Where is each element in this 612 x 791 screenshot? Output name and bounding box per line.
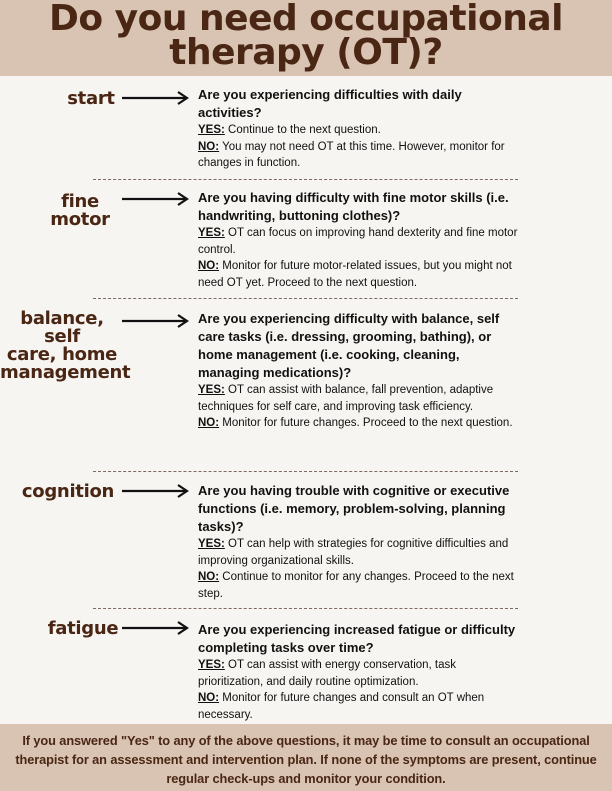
divider <box>93 471 518 472</box>
step-label-line: fine <box>61 191 99 212</box>
yes-text: OT can focus on improving hand dexterity and fine motor control. <box>198 227 518 256</box>
no-answer <box>198 690 518 723</box>
step-label-line: cognition <box>21 481 115 502</box>
title-line-1: Do you need occupational <box>49 0 563 39</box>
no-text: Continue to monitor for any changes. Proceed to the next step. <box>198 571 514 600</box>
yes-text: OT can assist with balance, fall prevention, adaptive techniques for self care, and improving task efficiency. <box>198 384 494 413</box>
step-question: Are you experiencing increased fatigue or difficulty completing tasks over time? <box>198 622 516 655</box>
arrow-right-icon <box>120 314 192 328</box>
divider <box>93 298 518 299</box>
page-title <box>0 0 612 73</box>
arrow-right-icon <box>120 192 192 206</box>
step-content <box>198 189 518 291</box>
step-label-cognition <box>20 483 116 501</box>
step-content <box>198 621 518 723</box>
no-answer <box>198 569 518 602</box>
no-tag: NO: <box>198 140 220 153</box>
no-answer <box>198 139 518 172</box>
yes-answer <box>198 657 518 690</box>
step-content <box>198 86 518 172</box>
yes-tag: YES: <box>198 384 225 396</box>
step-label-fine-motor <box>40 193 120 229</box>
no-text: You may not need OT at this time. However, monitor for changes in function. <box>198 140 505 169</box>
yes-answer <box>198 382 518 415</box>
yes-text: OT can help with strategies for cognitive difficulties and improving organizational skills. <box>198 538 509 567</box>
footer-band <box>0 724 612 791</box>
step-label-line: start <box>67 88 115 109</box>
no-tag: NO: <box>198 692 220 704</box>
no-text: Monitor for future motor-related issues, but you might not need OT yet. Proceed to the next question. <box>198 260 512 289</box>
yes-tag: YES: <box>198 124 225 136</box>
title-line-2: therapy (OT)? <box>169 32 443 73</box>
arrow-right-icon <box>120 621 192 635</box>
yes-answer <box>198 122 518 139</box>
no-tag: NO: <box>198 260 220 272</box>
yes-tag: YES: <box>198 538 225 550</box>
step-label-line: fatigue <box>47 618 119 639</box>
step-label-balance <box>0 308 131 383</box>
step-label-line: balance, self <box>20 308 104 347</box>
step-label-start <box>52 90 130 108</box>
no-answer <box>198 415 518 432</box>
step-content <box>198 310 518 432</box>
step-label-line: motor <box>50 209 110 230</box>
step-label-line: care, home <box>6 344 118 365</box>
footer-summary: If you answered "Yes" to any of the above questions, it may be time to consult an occupational therapist for an assessment and intervention plan. If none of the symptoms are present, continue regular check-ups and monitor your condition. <box>15 733 597 786</box>
header-band <box>0 0 612 76</box>
step-label-line: management <box>0 362 131 383</box>
arrow-right-icon <box>120 484 192 498</box>
step-content <box>198 482 518 602</box>
no-text: Monitor for future changes. Proceed to the next question. <box>222 417 513 429</box>
step-label-fatigue <box>40 620 126 638</box>
yes-tag: YES: <box>198 659 225 671</box>
divider <box>93 608 518 609</box>
yes-answer <box>198 225 518 258</box>
step-question: Are you having difficulty with fine motor skills (i.e. handwriting, buttoning clothes)? <box>198 190 509 223</box>
yes-text: OT can assist with energy conservation, task prioritization, and daily routine optimization. <box>198 659 457 688</box>
yes-text: Continue to the next question. <box>228 124 381 136</box>
yes-tag: YES: <box>198 227 225 239</box>
yes-answer <box>198 536 518 569</box>
step-question: Are you experiencing difficulty with balance, self care tasks (i.e. dressing, grooming, bathing), or home management (i.e. cooking, cleaning, managing medications)? <box>198 311 500 380</box>
no-answer <box>198 258 518 291</box>
step-question: Are you having trouble with cognitive or executive functions (i.e. memory, problem-solving, planning tasks)? <box>198 483 510 534</box>
arrow-right-icon <box>120 91 192 105</box>
no-tag: NO: <box>198 571 220 583</box>
no-text: Monitor for future changes and consult an OT when necessary. <box>198 692 485 721</box>
divider <box>93 179 518 180</box>
step-question: Are you experiencing difficulties with daily activities? <box>198 87 462 120</box>
no-tag: NO: <box>198 417 220 429</box>
